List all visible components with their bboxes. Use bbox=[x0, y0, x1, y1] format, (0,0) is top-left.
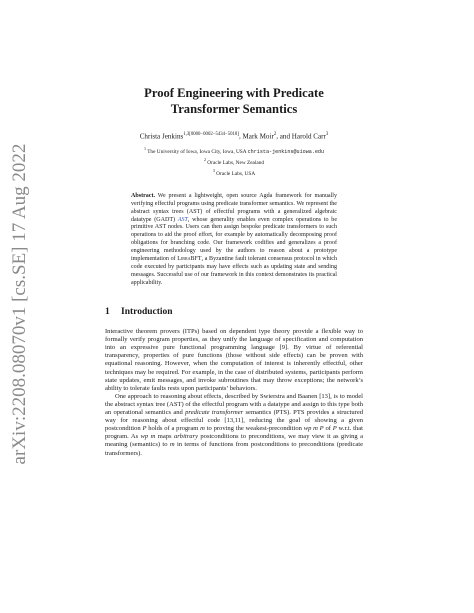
author-separator: , bbox=[238, 132, 243, 141]
librabft-name: LibraBFT bbox=[177, 256, 202, 263]
section-number: 1 bbox=[105, 307, 110, 318]
body-text: holds of a program bbox=[146, 425, 201, 433]
math-symbol: wp m P bbox=[303, 425, 324, 433]
abstract-text: , a Byzantine fault tolerant consensus protocol in which code executed by participants may have effects such as updating state and sending messages. Successful use of our framework in this context demonstrates its practical applicability. bbox=[131, 256, 338, 287]
author-affiliation-marker: 1,3[0000−0002−5434−5018] bbox=[183, 132, 239, 137]
abstract-label: Abstract. bbox=[131, 192, 156, 199]
body-text: of bbox=[323, 425, 333, 433]
math-symbol: m bbox=[169, 441, 175, 449]
body-text: w.r.t. that program. As bbox=[105, 425, 363, 441]
ast-link[interactable]: AST bbox=[177, 216, 188, 223]
affiliation-number: 1 bbox=[143, 146, 146, 152]
section-body bbox=[105, 328, 363, 458]
author-list bbox=[105, 130, 363, 141]
body-text: postconditions to preconditions, we may view it as giving a meaning (semantics) to bbox=[105, 433, 363, 449]
body-text: One approach to reasoning about effects, described by Swierstra and Baanen [13], is to model the abstract syntax tree (AST) of the effectful program with a datatype and assign to this type both an operational semantics and bbox=[105, 392, 363, 417]
paper-title: Proof Engineering with Predicate Transformer Semantics bbox=[144, 86, 324, 116]
author-name: Mark Moir bbox=[242, 132, 274, 141]
math-symbol: P bbox=[142, 425, 147, 433]
math-symbol: P bbox=[332, 425, 337, 433]
body-emphasis: predicate transformer bbox=[185, 409, 244, 417]
affiliation-text: Oracle Labs, USA bbox=[216, 170, 256, 177]
affiliation-line bbox=[105, 167, 363, 178]
affiliation-number: 2 bbox=[203, 157, 206, 163]
section-heading bbox=[105, 306, 363, 318]
abstract bbox=[131, 193, 337, 288]
author-name: Harold Carr bbox=[291, 132, 326, 141]
arxiv-identifier: arXiv:2208.08070v1 [cs.SE] 17 Aug 2022 bbox=[9, 143, 30, 465]
section-title: Introduction bbox=[121, 307, 173, 318]
body-emphasis: arbitrary bbox=[173, 433, 198, 441]
body-paragraph bbox=[105, 393, 363, 458]
affiliation-number: 3 bbox=[212, 167, 215, 173]
body-text: to proving the weakest-precondition bbox=[204, 425, 304, 433]
affiliation-line bbox=[105, 156, 363, 167]
math-symbol: wp m bbox=[140, 433, 156, 441]
affiliation-line bbox=[105, 145, 363, 156]
author-separator: , and bbox=[276, 132, 292, 141]
abstract-text: , whose generality enables even complex operations to be primitive AST nodes. Users can then assign bespoke predicate transformers to such operations to aid the proof effort, for example by automatically decomposing proof obligations for branching code. Our framework codifies and generalizes a proof engineering methodology used by the authors to reason about a prototype implementation of bbox=[131, 216, 338, 263]
author-name: Christa Jenkins bbox=[139, 132, 184, 141]
body-paragraph: Interactive theorem provers (ITPs) based on dependent type theory provide a flexible way to formally verify program properties, as they unify the language of specification and computation into an expressive pure functional programming language [9]. By virtue of referential transparency, properties of pure functions (those without side effects) can be proven with equational reasoning. However, when the computation of interest is inherently effectful, other techniques may be required. For example, in the case of distributed systems, participants perform state updates, emit messages, and invoke subroutines that may throw exceptions; the network’s ability to tolerate faults rests upon participants’ behaviors. bbox=[105, 328, 363, 392]
affiliation-text: Oracle Labs, New Zealand bbox=[207, 159, 265, 166]
author-affiliation-marker: 2 bbox=[273, 132, 277, 137]
paper-page bbox=[105, 86, 363, 458]
affiliation-text: The University of Iowa, Iowa City, Iowa, USA bbox=[147, 149, 248, 156]
author-email-link[interactable]: christa-jenkins@uiowa.edu bbox=[247, 149, 325, 156]
author-affiliation-marker: 3 bbox=[325, 132, 329, 137]
math-symbol: m bbox=[200, 425, 205, 433]
affiliation-list bbox=[105, 145, 363, 177]
abstract-text: We present a lightweight, open source Agda framework for manually verifying effectful programs using predicate transformer semantics. We represent the abstract syntax trees (AST) of effectful programs with a generalized algebraic datatype (GADT) bbox=[131, 192, 337, 223]
body-text: in terms of functions from postconditions to preconditions (predicate transformers). bbox=[105, 441, 363, 457]
body-text: semantics (PTS). PTS provides a structured way for reasoning about effectful code [13,11], reducing the goal of showing a given postcondition bbox=[105, 409, 364, 433]
body-text: maps bbox=[155, 433, 174, 441]
